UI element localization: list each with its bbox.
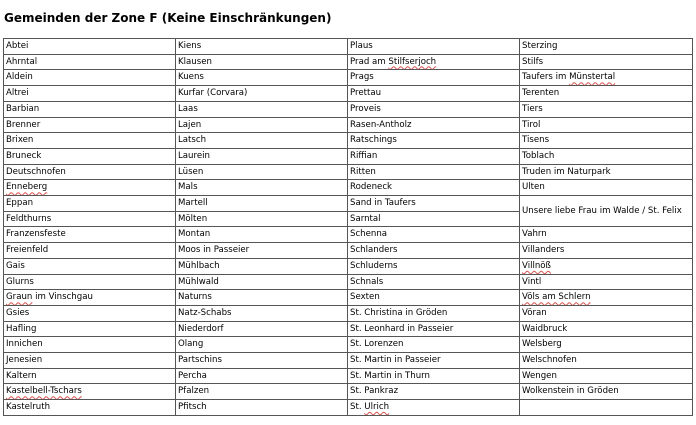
municipalities-table [3, 38, 693, 416]
table-row [4, 321, 693, 337]
table-cell: Freienfeld [4, 243, 176, 259]
spellcheck-marked-word: Villnöß [522, 260, 551, 271]
table-cell: Hafling [4, 321, 176, 337]
table-cell: Sexten [348, 290, 520, 306]
spellcheck-marked-word: Graun [6, 292, 33, 303]
table-row [4, 353, 693, 369]
table-cell: Feldthurns [4, 211, 176, 227]
table-row [4, 227, 693, 243]
table-cell: Kastelruth [4, 400, 176, 416]
table-cell: Villanders [520, 243, 693, 259]
table-cell: Gsies [4, 305, 176, 321]
table-cell: Riffian [348, 148, 520, 164]
table-row [4, 196, 693, 212]
table-cell: Taufers im Münstertal [520, 70, 693, 86]
table-cell: Sterzing [520, 39, 693, 55]
table-cell: Prad am Stilfserjoch [348, 54, 520, 70]
table-cell: Toblach [520, 148, 693, 164]
table-cell: Mühlwald [176, 274, 348, 290]
table-cell: Welschnofen [520, 353, 693, 369]
table-cell: Eppan [4, 196, 176, 212]
table-cell: Latsch [176, 133, 348, 149]
table-cell: Gais [4, 258, 176, 274]
table-cell: Unsere liebe Frau im Walde / St. Felix [520, 196, 693, 227]
table-row [4, 384, 693, 400]
table-cell: Schluderns [348, 258, 520, 274]
table-cell: St. Martin in Passeier [348, 353, 520, 369]
table-row [4, 148, 693, 164]
table-cell: Percha [176, 368, 348, 384]
table-cell: Laurein [176, 148, 348, 164]
table-cell [520, 258, 693, 274]
table-cell: St. Ulrich [348, 400, 520, 416]
table-cell: Franzensfeste [4, 227, 176, 243]
table-row [4, 274, 693, 290]
table-cell: St. Lorenzen [348, 337, 520, 353]
table-cell: Ahrntal [4, 54, 176, 70]
table-row [4, 337, 693, 353]
spellcheck-marked-word: Stilfserjoch [388, 56, 437, 67]
table-cell: Kuens [176, 70, 348, 86]
spellcheck-marked-word: Münstertal [569, 72, 616, 83]
table-cell: Bruneck [4, 148, 176, 164]
table-cell: Abtei [4, 39, 176, 55]
table-cell: Ratschings [348, 133, 520, 149]
table-cell: Olang [176, 337, 348, 353]
table-cell: St. Martin in Thurn [348, 368, 520, 384]
table-cell: Schnals [348, 274, 520, 290]
table-cell: Laas [176, 101, 348, 117]
table-cell: Vöran [520, 305, 693, 321]
table-cell: Tiers [520, 101, 693, 117]
table-cell [520, 290, 693, 306]
table-cell: Aldein [4, 70, 176, 86]
table-cell: Altrei [4, 86, 176, 102]
spellcheck-marked-word: Ulrich [364, 402, 390, 413]
table-cell: Deutschnofen [4, 164, 176, 180]
table-cell: Klausen [176, 54, 348, 70]
table-row [4, 305, 693, 321]
table-cell: Terenten [520, 86, 693, 102]
spellcheck-marked-word: Enneberg [6, 182, 48, 193]
table-cell: Rasen-Antholz [348, 117, 520, 133]
table-cell: Plaus [348, 39, 520, 55]
table-cell: Ulten [520, 180, 693, 196]
table-cell: Lajen [176, 117, 348, 133]
table-cell: Wengen [520, 368, 693, 384]
table-cell: Vahrn [520, 227, 693, 243]
table-row [4, 101, 693, 117]
table-cell: Waidbruck [520, 321, 693, 337]
table-row [4, 70, 693, 86]
table-cell: Sarntal [348, 211, 520, 227]
table-row [4, 133, 693, 149]
table-cell: Graun im Vinschgau [4, 290, 176, 306]
table-cell: Lüsen [176, 164, 348, 180]
table-cell: Mölten [176, 211, 348, 227]
spellcheck-marked-word: Völs am Schlern [522, 292, 591, 303]
table-cell: St. Christina in Gröden [348, 305, 520, 321]
table-row [4, 243, 693, 259]
table-cell: Rodeneck [348, 180, 520, 196]
table-cell: Partschins [176, 353, 348, 369]
table-cell: Pfalzen [176, 384, 348, 400]
table-cell: Moos in Passeier [176, 243, 348, 259]
page-title: Gemeinden der Zone F (Keine Einschränkungen) [4, 11, 332, 25]
table-cell: St. Leonhard in Passeier [348, 321, 520, 337]
table-cell: Natz-Schabs [176, 305, 348, 321]
table-row [4, 39, 693, 55]
table-row [4, 54, 693, 70]
table-cell: Pfitsch [176, 400, 348, 416]
table-cell: Prettau [348, 86, 520, 102]
table-cell: St. Pankraz [348, 384, 520, 400]
table-row [4, 164, 693, 180]
table-cell: Jenesien [4, 353, 176, 369]
table-cell: Ritten [348, 164, 520, 180]
table-cell: Wolkenstein in Gröden [520, 384, 693, 400]
table-cell: Proveis [348, 101, 520, 117]
table-cell: Naturns [176, 290, 348, 306]
table-row [4, 290, 693, 306]
table-cell: Sand in Taufers [348, 196, 520, 212]
table-cell: Schenna [348, 227, 520, 243]
table-cell [4, 384, 176, 400]
table-cell: Mals [176, 180, 348, 196]
table-cell: Kurfar (Corvara) [176, 86, 348, 102]
table-cell: Prags [348, 70, 520, 86]
table-cell: Truden im Naturpark [520, 164, 693, 180]
table-cell: Tisens [520, 133, 693, 149]
table-cell: Stilfs [520, 54, 693, 70]
table-cell: Kiens [176, 39, 348, 55]
table-cell: Mühlbach [176, 258, 348, 274]
table-cell: Vintl [520, 274, 693, 290]
table-cell: Welsberg [520, 337, 693, 353]
table-row [4, 400, 693, 416]
table-cell: Brixen [4, 133, 176, 149]
table-cell: Niederdorf [176, 321, 348, 337]
table-cell: Montan [176, 227, 348, 243]
table-row [4, 180, 693, 196]
spellcheck-marked-word: Kastelbell-Tschars [6, 386, 82, 397]
table-cell: Innichen [4, 337, 176, 353]
table-cell: Barbian [4, 101, 176, 117]
table-cell: Glurns [4, 274, 176, 290]
table-row [4, 117, 693, 133]
table-row [4, 86, 693, 102]
table-row [4, 258, 693, 274]
table-cell: Brenner [4, 117, 176, 133]
table-row [4, 368, 693, 384]
table-cell: Kaltern [4, 368, 176, 384]
table-cell [4, 180, 176, 196]
table-cell: Schlanders [348, 243, 520, 259]
table-cell [520, 400, 693, 416]
table-cell: Martell [176, 196, 348, 212]
table-cell: Tirol [520, 117, 693, 133]
